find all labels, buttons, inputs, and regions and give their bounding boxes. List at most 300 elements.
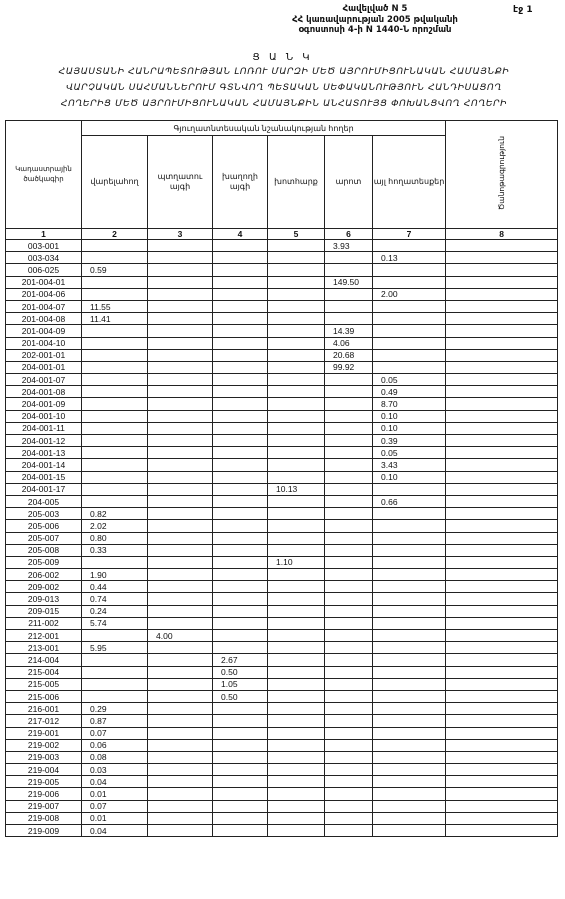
arable-cell: 0.07 — [82, 800, 148, 812]
table-row — [6, 349, 558, 361]
hayfield-cell — [268, 435, 325, 447]
cadastral-code-cell: 215-004 — [6, 666, 82, 678]
document-header — [270, 4, 480, 36]
cadastral-code-cell: 201-004-06 — [6, 288, 82, 300]
orchard-cell — [148, 812, 213, 824]
arable-cell: 0.80 — [82, 532, 148, 544]
other-land-cell — [373, 690, 446, 702]
vineyard-cell — [213, 252, 268, 264]
cadastral-code-cell: 201-004-07 — [6, 300, 82, 312]
hayfield-cell — [268, 727, 325, 739]
table-row — [6, 471, 558, 483]
pasture-cell — [325, 556, 373, 568]
hayfield-cell — [268, 630, 325, 642]
table-row — [6, 690, 558, 702]
cadastral-code-cell: 006-025 — [6, 264, 82, 276]
arable-cell — [82, 410, 148, 422]
vineyard-cell: 0.50 — [213, 690, 268, 702]
hayfield-cell — [268, 739, 325, 751]
table-row — [6, 532, 558, 544]
vineyard-cell — [213, 374, 268, 386]
cadastral-code-cell: 201-004-10 — [6, 337, 82, 349]
arable-cell — [82, 690, 148, 702]
header-vineyard: խաղողի այգի — [213, 136, 268, 229]
vineyard-cell: 2.67 — [213, 654, 268, 666]
other-land-cell — [373, 361, 446, 373]
arable-cell: 0.04 — [82, 825, 148, 837]
notes-cell — [446, 630, 558, 642]
cadastral-code-cell: 215-006 — [6, 690, 82, 702]
hayfield-cell — [268, 264, 325, 276]
cadastral-code-cell: 205-008 — [6, 544, 82, 556]
pasture-cell — [325, 386, 373, 398]
table-row — [6, 252, 558, 264]
cadastral-code-cell: 205-007 — [6, 532, 82, 544]
cadastral-code-cell: 219-009 — [6, 825, 82, 837]
orchard-cell — [148, 666, 213, 678]
other-land-cell — [373, 300, 446, 312]
vineyard-cell — [213, 300, 268, 312]
table-row — [6, 739, 558, 751]
other-land-cell — [373, 483, 446, 495]
table-row — [6, 630, 558, 642]
pasture-cell — [325, 544, 373, 556]
cadastral-code-cell: 217-012 — [6, 715, 82, 727]
arable-cell — [82, 435, 148, 447]
vineyard-cell — [213, 349, 268, 361]
arable-cell: 0.29 — [82, 703, 148, 715]
hayfield-cell — [268, 788, 325, 800]
vineyard-cell — [213, 422, 268, 434]
other-land-cell — [373, 764, 446, 776]
vineyard-cell — [213, 447, 268, 459]
hayfield-cell — [268, 325, 325, 337]
hayfield-cell — [268, 715, 325, 727]
other-land-cell — [373, 727, 446, 739]
hayfield-cell — [268, 703, 325, 715]
other-land-cell — [373, 313, 446, 325]
vineyard-cell — [213, 764, 268, 776]
notes-cell — [446, 800, 558, 812]
arable-cell — [82, 374, 148, 386]
notes-cell — [446, 300, 558, 312]
other-land-cell — [373, 654, 446, 666]
other-land-cell: 0.10 — [373, 471, 446, 483]
hayfield-cell — [268, 374, 325, 386]
hayfield-cell — [268, 569, 325, 581]
pasture-cell — [325, 410, 373, 422]
hayfield-cell — [268, 410, 325, 422]
vineyard-cell — [213, 812, 268, 824]
arable-cell: 0.07 — [82, 727, 148, 739]
cadastral-code-cell: 219-003 — [6, 751, 82, 763]
pasture-cell — [325, 776, 373, 788]
arable-cell — [82, 483, 148, 495]
other-land-cell — [373, 642, 446, 654]
other-land-cell — [373, 349, 446, 361]
orchard-cell — [148, 605, 213, 617]
pasture-cell: 149.50 — [325, 276, 373, 288]
cadastral-code-cell: 204-001-08 — [6, 386, 82, 398]
orchard-cell — [148, 386, 213, 398]
table-row — [6, 386, 558, 398]
pasture-cell — [325, 593, 373, 605]
hayfield-cell — [268, 751, 325, 763]
vineyard-cell — [213, 556, 268, 568]
decree-date-line: օգոստոսի 4-ի N 1440-Ն որոշման — [298, 25, 452, 35]
notes-cell — [446, 410, 558, 422]
notes-cell — [446, 422, 558, 434]
arable-cell — [82, 325, 148, 337]
cadastral-code-cell: 214-004 — [6, 654, 82, 666]
orchard-cell — [148, 276, 213, 288]
other-land-cell: 8.70 — [373, 398, 446, 410]
table-row — [6, 825, 558, 837]
orchard-cell — [148, 751, 213, 763]
cadastral-code-cell: 204-001-11 — [6, 422, 82, 434]
vineyard-cell — [213, 410, 268, 422]
orchard-cell — [148, 703, 213, 715]
vineyard-cell — [213, 751, 268, 763]
pasture-cell — [325, 739, 373, 751]
document-title: Ց Ա Ն Կ — [252, 52, 313, 63]
hayfield-cell — [268, 593, 325, 605]
notes-cell — [446, 386, 558, 398]
vineyard-cell — [213, 703, 268, 715]
cadastral-code-cell: 204-005 — [6, 495, 82, 507]
other-land-cell — [373, 325, 446, 337]
hayfield-cell — [268, 764, 325, 776]
table-row — [6, 459, 558, 471]
table-row — [6, 654, 558, 666]
pasture-cell — [325, 630, 373, 642]
orchard-cell — [148, 325, 213, 337]
pasture-cell — [325, 642, 373, 654]
hayfield-cell — [268, 240, 325, 252]
hayfield-cell — [268, 386, 325, 398]
table-row — [6, 313, 558, 325]
hayfield-cell — [268, 581, 325, 593]
cadastral-code-cell: 206-002 — [6, 569, 82, 581]
other-land-cell — [373, 788, 446, 800]
other-land-cell — [373, 812, 446, 824]
cadastral-code-cell: 204-001-01 — [6, 361, 82, 373]
hayfield-cell — [268, 422, 325, 434]
orchard-cell — [148, 288, 213, 300]
table-row — [6, 361, 558, 373]
arable-cell: 0.59 — [82, 264, 148, 276]
orchard-cell — [148, 617, 213, 629]
arable-cell: 0.82 — [82, 508, 148, 520]
pasture-cell — [325, 788, 373, 800]
other-land-cell — [373, 605, 446, 617]
hayfield-cell — [268, 544, 325, 556]
pasture-cell — [325, 678, 373, 690]
orchard-cell — [148, 544, 213, 556]
orchard-cell — [148, 556, 213, 568]
pasture-cell — [325, 617, 373, 629]
pasture-cell — [325, 727, 373, 739]
column-number: 5 — [268, 229, 325, 240]
notes-cell — [446, 788, 558, 800]
orchard-cell — [148, 739, 213, 751]
arable-cell — [82, 459, 148, 471]
pasture-cell — [325, 520, 373, 532]
cadastral-code-cell: 204-001-15 — [6, 471, 82, 483]
arable-cell — [82, 398, 148, 410]
arable-cell: 0.03 — [82, 764, 148, 776]
pasture-cell — [325, 252, 373, 264]
orchard-cell — [148, 569, 213, 581]
other-land-cell: 0.13 — [373, 252, 446, 264]
other-land-cell: 0.66 — [373, 495, 446, 507]
cadastral-code-cell: 219-005 — [6, 776, 82, 788]
orchard-cell — [148, 300, 213, 312]
vineyard-cell — [213, 544, 268, 556]
cadastral-code-cell: 219-007 — [6, 800, 82, 812]
vineyard-cell — [213, 313, 268, 325]
arable-cell — [82, 252, 148, 264]
vineyard-cell — [213, 495, 268, 507]
pasture-cell — [325, 825, 373, 837]
pasture-cell: 14.39 — [325, 325, 373, 337]
hayfield-cell — [268, 276, 325, 288]
vineyard-cell — [213, 386, 268, 398]
arable-cell: 0.87 — [82, 715, 148, 727]
notes-cell — [446, 240, 558, 252]
cadastral-code-cell: 205-003 — [6, 508, 82, 520]
hayfield-cell — [268, 520, 325, 532]
hayfield-cell — [268, 654, 325, 666]
vineyard-cell — [213, 642, 268, 654]
column-number-row — [6, 229, 558, 240]
arable-cell: 5.95 — [82, 642, 148, 654]
table-row — [6, 264, 558, 276]
cadastral-code-cell: 219-001 — [6, 727, 82, 739]
orchard-cell — [148, 593, 213, 605]
arable-cell — [82, 678, 148, 690]
hayfield-cell — [268, 447, 325, 459]
arable-cell: 5.74 — [82, 617, 148, 629]
arable-cell: 0.08 — [82, 751, 148, 763]
other-land-cell: 0.10 — [373, 410, 446, 422]
vineyard-cell — [213, 264, 268, 276]
page-number: էջ 1 — [513, 5, 533, 15]
vineyard-cell — [213, 325, 268, 337]
hayfield-cell: 10.13 — [268, 483, 325, 495]
arable-cell — [82, 422, 148, 434]
table-row — [6, 678, 558, 690]
vineyard-cell — [213, 435, 268, 447]
vineyard-cell — [213, 471, 268, 483]
other-land-cell: 0.10 — [373, 422, 446, 434]
table-row — [6, 288, 558, 300]
orchard-cell — [148, 581, 213, 593]
pasture-cell — [325, 447, 373, 459]
arable-cell: 0.44 — [82, 581, 148, 593]
table-row — [6, 788, 558, 800]
vineyard-cell — [213, 288, 268, 300]
pasture-cell — [325, 495, 373, 507]
arable-cell: 1.90 — [82, 569, 148, 581]
cadastral-code-cell: 201-004-09 — [6, 325, 82, 337]
hayfield-cell — [268, 825, 325, 837]
cadastral-code-cell: 204-001-07 — [6, 374, 82, 386]
other-land-cell — [373, 739, 446, 751]
other-land-cell — [373, 666, 446, 678]
header-pasture: արոտ — [325, 136, 373, 229]
other-land-cell: 0.05 — [373, 374, 446, 386]
table-row — [6, 508, 558, 520]
table-row — [6, 520, 558, 532]
notes-cell — [446, 447, 558, 459]
vineyard-cell — [213, 825, 268, 837]
notes-cell — [446, 264, 558, 276]
orchard-cell — [148, 678, 213, 690]
orchard-cell — [148, 727, 213, 739]
cadastral-code-cell: 213-001 — [6, 642, 82, 654]
notes-cell — [446, 398, 558, 410]
notes-cell — [446, 666, 558, 678]
notes-cell — [446, 642, 558, 654]
header-orchard: պտղատու այգի — [148, 136, 213, 229]
notes-cell — [446, 605, 558, 617]
other-land-cell — [373, 703, 446, 715]
table-row — [6, 398, 558, 410]
pasture-cell — [325, 800, 373, 812]
other-land-cell — [373, 276, 446, 288]
pasture-cell — [325, 532, 373, 544]
notes-cell — [446, 483, 558, 495]
appendix-label: Հավելված N 5 — [342, 4, 408, 14]
vineyard-cell — [213, 727, 268, 739]
table-row — [6, 325, 558, 337]
other-land-cell — [373, 715, 446, 727]
other-land-cell — [373, 800, 446, 812]
pasture-cell — [325, 264, 373, 276]
arable-cell — [82, 556, 148, 568]
table-row — [6, 715, 558, 727]
other-land-cell — [373, 520, 446, 532]
other-land-cell — [373, 581, 446, 593]
cadastral-code-cell: 219-004 — [6, 764, 82, 776]
cadastral-code-cell: 204-001-09 — [6, 398, 82, 410]
hayfield-cell — [268, 300, 325, 312]
notes-cell — [446, 825, 558, 837]
notes-cell — [446, 654, 558, 666]
hayfield-cell — [268, 495, 325, 507]
arable-cell: 0.06 — [82, 739, 148, 751]
vineyard-cell — [213, 361, 268, 373]
notes-cell — [446, 459, 558, 471]
table-row — [6, 483, 558, 495]
other-land-cell — [373, 532, 446, 544]
arable-cell: 0.01 — [82, 788, 148, 800]
arable-cell — [82, 240, 148, 252]
vineyard-cell — [213, 617, 268, 629]
table-row — [6, 240, 558, 252]
table-row — [6, 800, 558, 812]
cadastral-code-cell: 209-013 — [6, 593, 82, 605]
orchard-cell — [148, 240, 213, 252]
orchard-cell — [148, 520, 213, 532]
pasture-cell — [325, 422, 373, 434]
pasture-cell — [325, 288, 373, 300]
hayfield-cell — [268, 508, 325, 520]
table-row — [6, 300, 558, 312]
pasture-cell — [325, 508, 373, 520]
table-row — [6, 617, 558, 629]
orchard-cell — [148, 776, 213, 788]
orchard-cell — [148, 264, 213, 276]
arable-cell: 2.02 — [82, 520, 148, 532]
header-cadastral-code: Կադաստրային ծածկագիր — [6, 121, 82, 229]
orchard-cell — [148, 410, 213, 422]
notes-cell — [446, 617, 558, 629]
other-land-cell — [373, 508, 446, 520]
table-row — [6, 593, 558, 605]
orchard-cell — [148, 313, 213, 325]
notes-cell — [446, 374, 558, 386]
notes-cell — [446, 544, 558, 556]
arable-cell — [82, 630, 148, 642]
table-row — [6, 276, 558, 288]
arable-cell: 0.24 — [82, 605, 148, 617]
column-number: 3 — [148, 229, 213, 240]
pasture-cell — [325, 569, 373, 581]
pasture-cell — [325, 300, 373, 312]
pasture-cell — [325, 313, 373, 325]
orchard-cell — [148, 654, 213, 666]
pasture-cell — [325, 666, 373, 678]
vineyard-cell — [213, 276, 268, 288]
cadastral-code-cell: 003-034 — [6, 252, 82, 264]
vineyard-cell — [213, 398, 268, 410]
cadastral-code-cell: 212-001 — [6, 630, 82, 642]
other-land-cell — [373, 751, 446, 763]
pasture-cell — [325, 581, 373, 593]
other-land-cell — [373, 337, 446, 349]
table-row — [6, 605, 558, 617]
table-row — [6, 435, 558, 447]
table-row — [6, 569, 558, 581]
header-notes — [446, 121, 558, 229]
arable-cell — [82, 471, 148, 483]
arable-cell — [82, 666, 148, 678]
table-row — [6, 581, 558, 593]
vineyard-cell — [213, 581, 268, 593]
table-row — [6, 410, 558, 422]
other-land-cell — [373, 776, 446, 788]
pasture-cell — [325, 690, 373, 702]
cadastral-code-cell: 205-009 — [6, 556, 82, 568]
orchard-cell — [148, 495, 213, 507]
hayfield-cell — [268, 666, 325, 678]
notes-cell — [446, 703, 558, 715]
other-land-cell: 0.39 — [373, 435, 446, 447]
orchard-cell — [148, 788, 213, 800]
arable-cell — [82, 276, 148, 288]
notes-cell — [446, 471, 558, 483]
table-row — [6, 727, 558, 739]
hayfield-cell — [268, 776, 325, 788]
vineyard-cell — [213, 459, 268, 471]
vineyard-cell — [213, 715, 268, 727]
orchard-cell — [148, 374, 213, 386]
pasture-cell: 3.93 — [325, 240, 373, 252]
vineyard-cell — [213, 776, 268, 788]
cadastral-code-cell: 003-001 — [6, 240, 82, 252]
